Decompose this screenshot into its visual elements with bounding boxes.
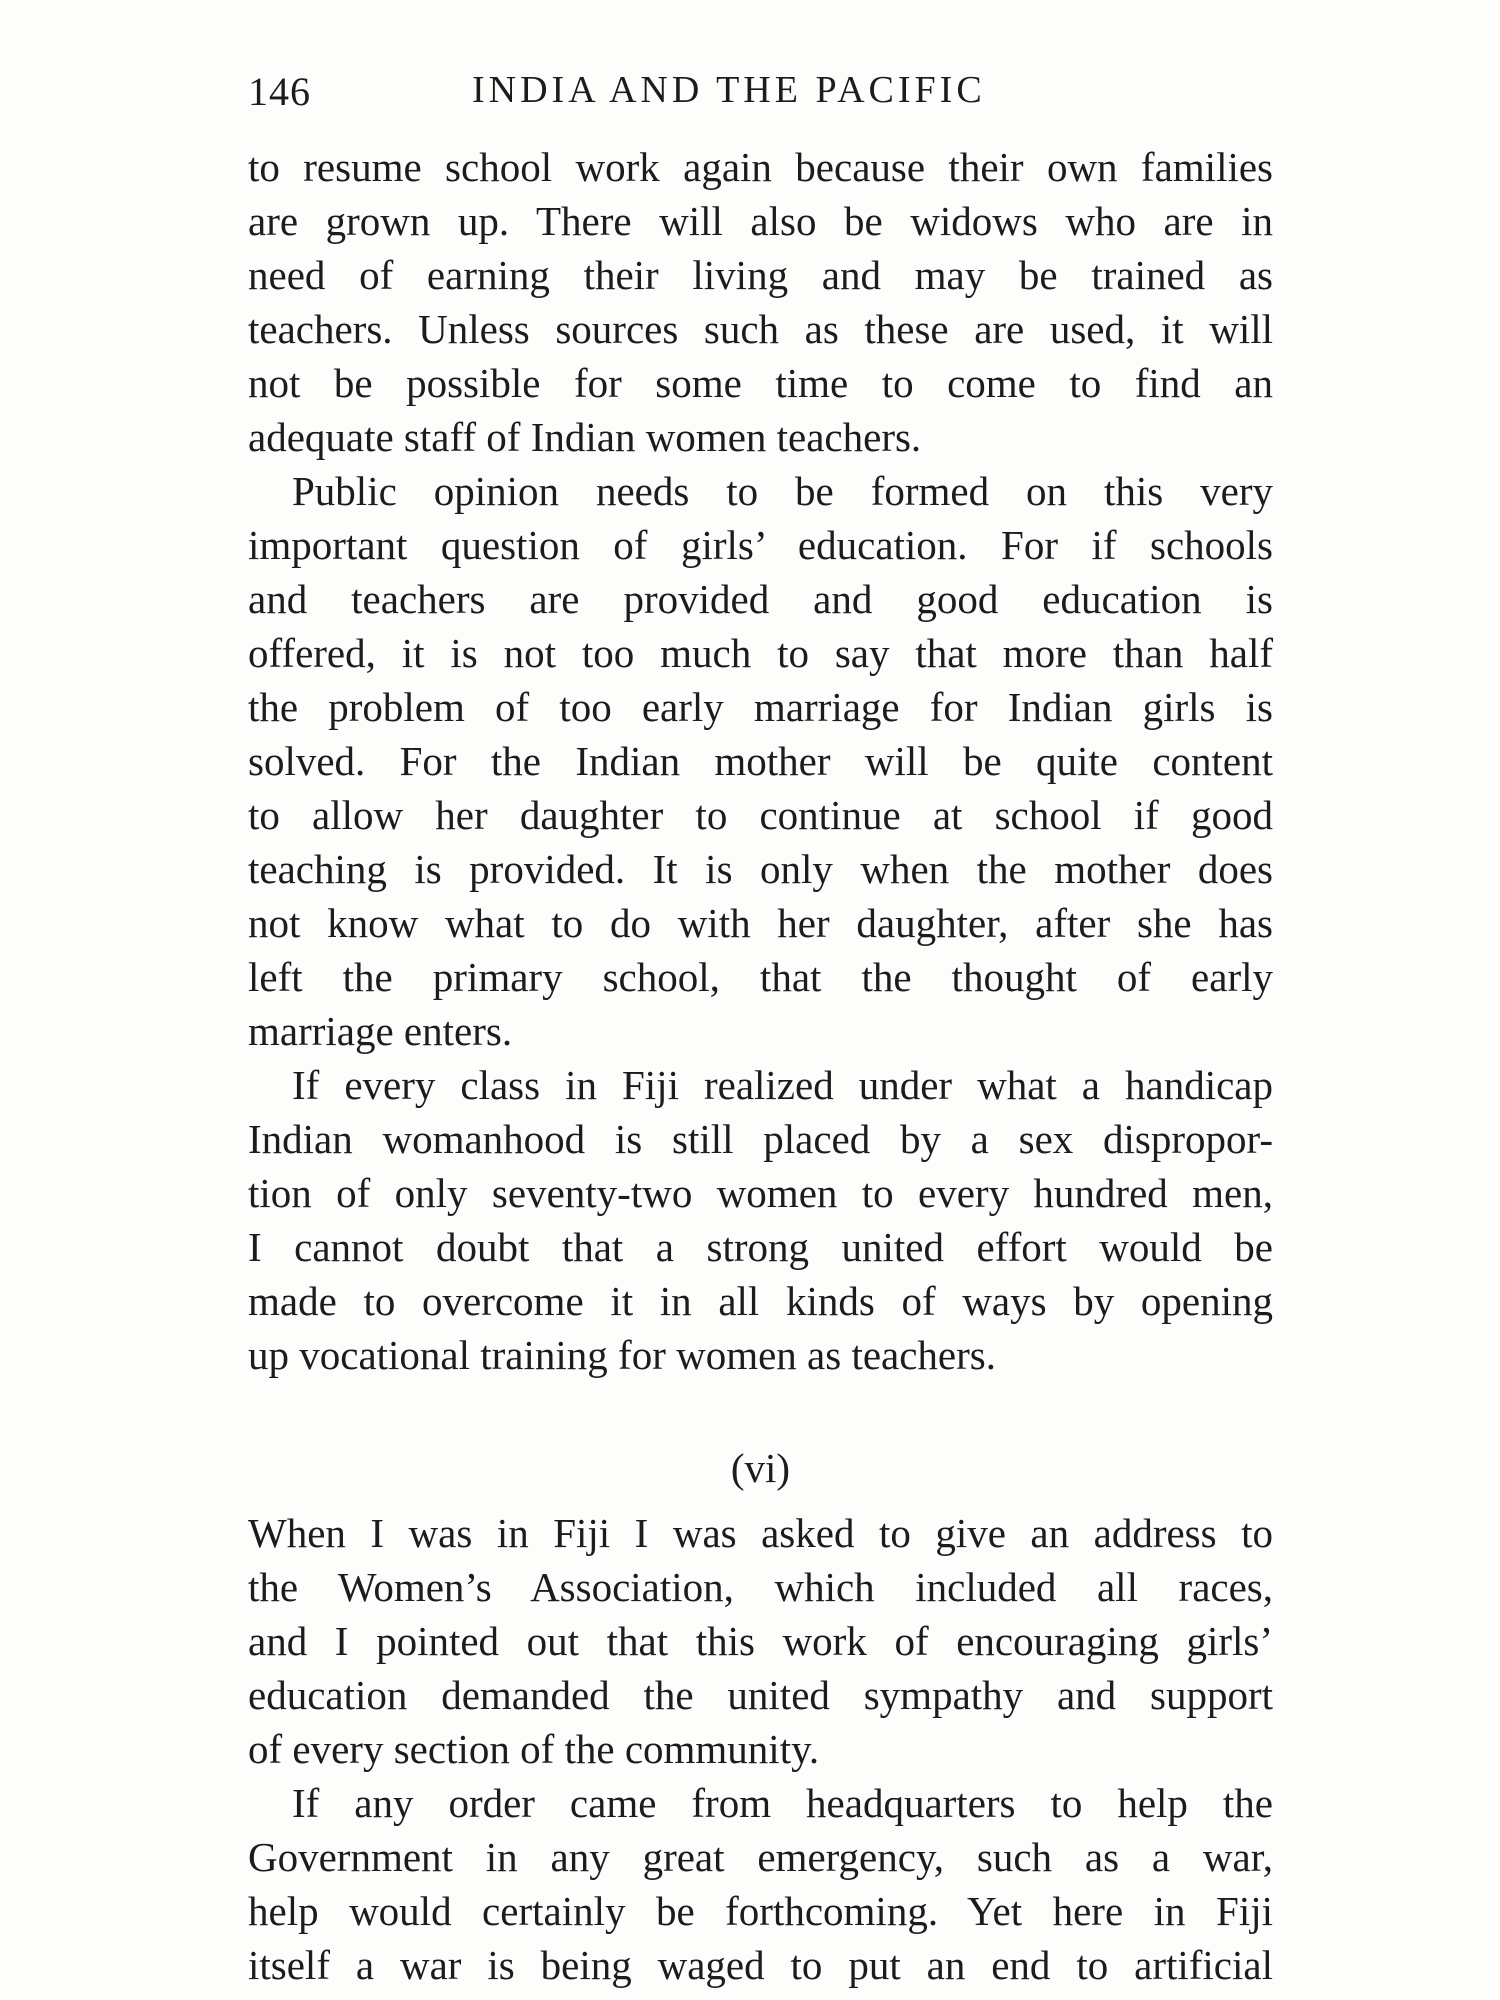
text-line: teachers. Unless sources such as these are used, it will	[248, 306, 1273, 352]
text-line: Public opinion needs to be formed on this very	[292, 468, 1273, 514]
text-line: tion of only seventy-two women to every hundred men,	[248, 1170, 1273, 1216]
text-line: the Women’s Association, which included all races,	[248, 1564, 1273, 1610]
paragraph	[248, 1058, 1273, 1382]
text-line: When I was in Fiji I was asked to give an address to	[248, 1510, 1273, 1556]
paragraph	[248, 140, 1273, 464]
text-line: not be possible for some time to come to find an	[248, 360, 1273, 406]
text-line: of every section of the community.	[248, 1726, 820, 1772]
text-line: itself a war is being waged to put an end to artificial	[248, 1942, 1273, 1988]
text-line: up vocational training for women as teachers.	[248, 1332, 996, 1378]
text-line: Indian womanhood is still placed by a sex dispropor-	[248, 1116, 1273, 1162]
text-line: to resume school work again because their own families	[248, 144, 1273, 190]
running-title: INDIA AND THE PACIFIC	[472, 69, 986, 111]
text-line: If any order came from headquarters to help the	[292, 1780, 1273, 1826]
text-line: adequate staff of Indian women teachers.	[248, 414, 922, 460]
page-header	[248, 62, 1273, 122]
paragraph	[248, 464, 1273, 1058]
text-line: teaching is provided. It is only when the mother does	[248, 846, 1273, 892]
text-line: help would certainly be forthcoming. Yet here in Fiji	[248, 1888, 1273, 1934]
text-line: need of earning their living and may be trained as	[248, 252, 1273, 298]
text-line: If every class in Fiji realized under what a handicap	[292, 1062, 1273, 1108]
text-line: important question of girls’ education. For if schools	[248, 522, 1273, 568]
text-line: offered, it is not too much to say that more than half	[248, 630, 1273, 676]
text-line: not know what to do with her daughter, after she has	[248, 900, 1273, 946]
page-number: 146	[248, 69, 311, 114]
text-line: education demanded the united sympathy and support	[248, 1672, 1273, 1718]
page-body	[248, 140, 1273, 1992]
text-line: and teachers are provided and good education is	[248, 576, 1273, 622]
text-line: and I pointed out that this work of encouraging girls’	[248, 1618, 1273, 1664]
paragraph	[248, 1506, 1273, 1776]
text-line: I cannot doubt that a strong united effort would be	[248, 1224, 1273, 1270]
text-line: made to overcome it in all kinds of ways by opening	[248, 1278, 1273, 1324]
text-line: the problem of too early marriage for Indian girls is	[248, 684, 1273, 730]
text-line: left the primary school, that the thought of early	[248, 954, 1273, 1000]
text-line: to allow her daughter to continue at school if good	[248, 792, 1273, 838]
text-line: marriage enters.	[248, 1008, 513, 1054]
paragraph	[248, 1776, 1273, 1992]
text-line: solved. For the Indian mother will be quite content	[248, 738, 1273, 784]
section-marker: (vi)	[730, 1445, 791, 1491]
text-line: are grown up. There will also be widows who are in	[248, 198, 1273, 244]
text-line: Government in any great emergency, such as a war,	[248, 1834, 1273, 1880]
